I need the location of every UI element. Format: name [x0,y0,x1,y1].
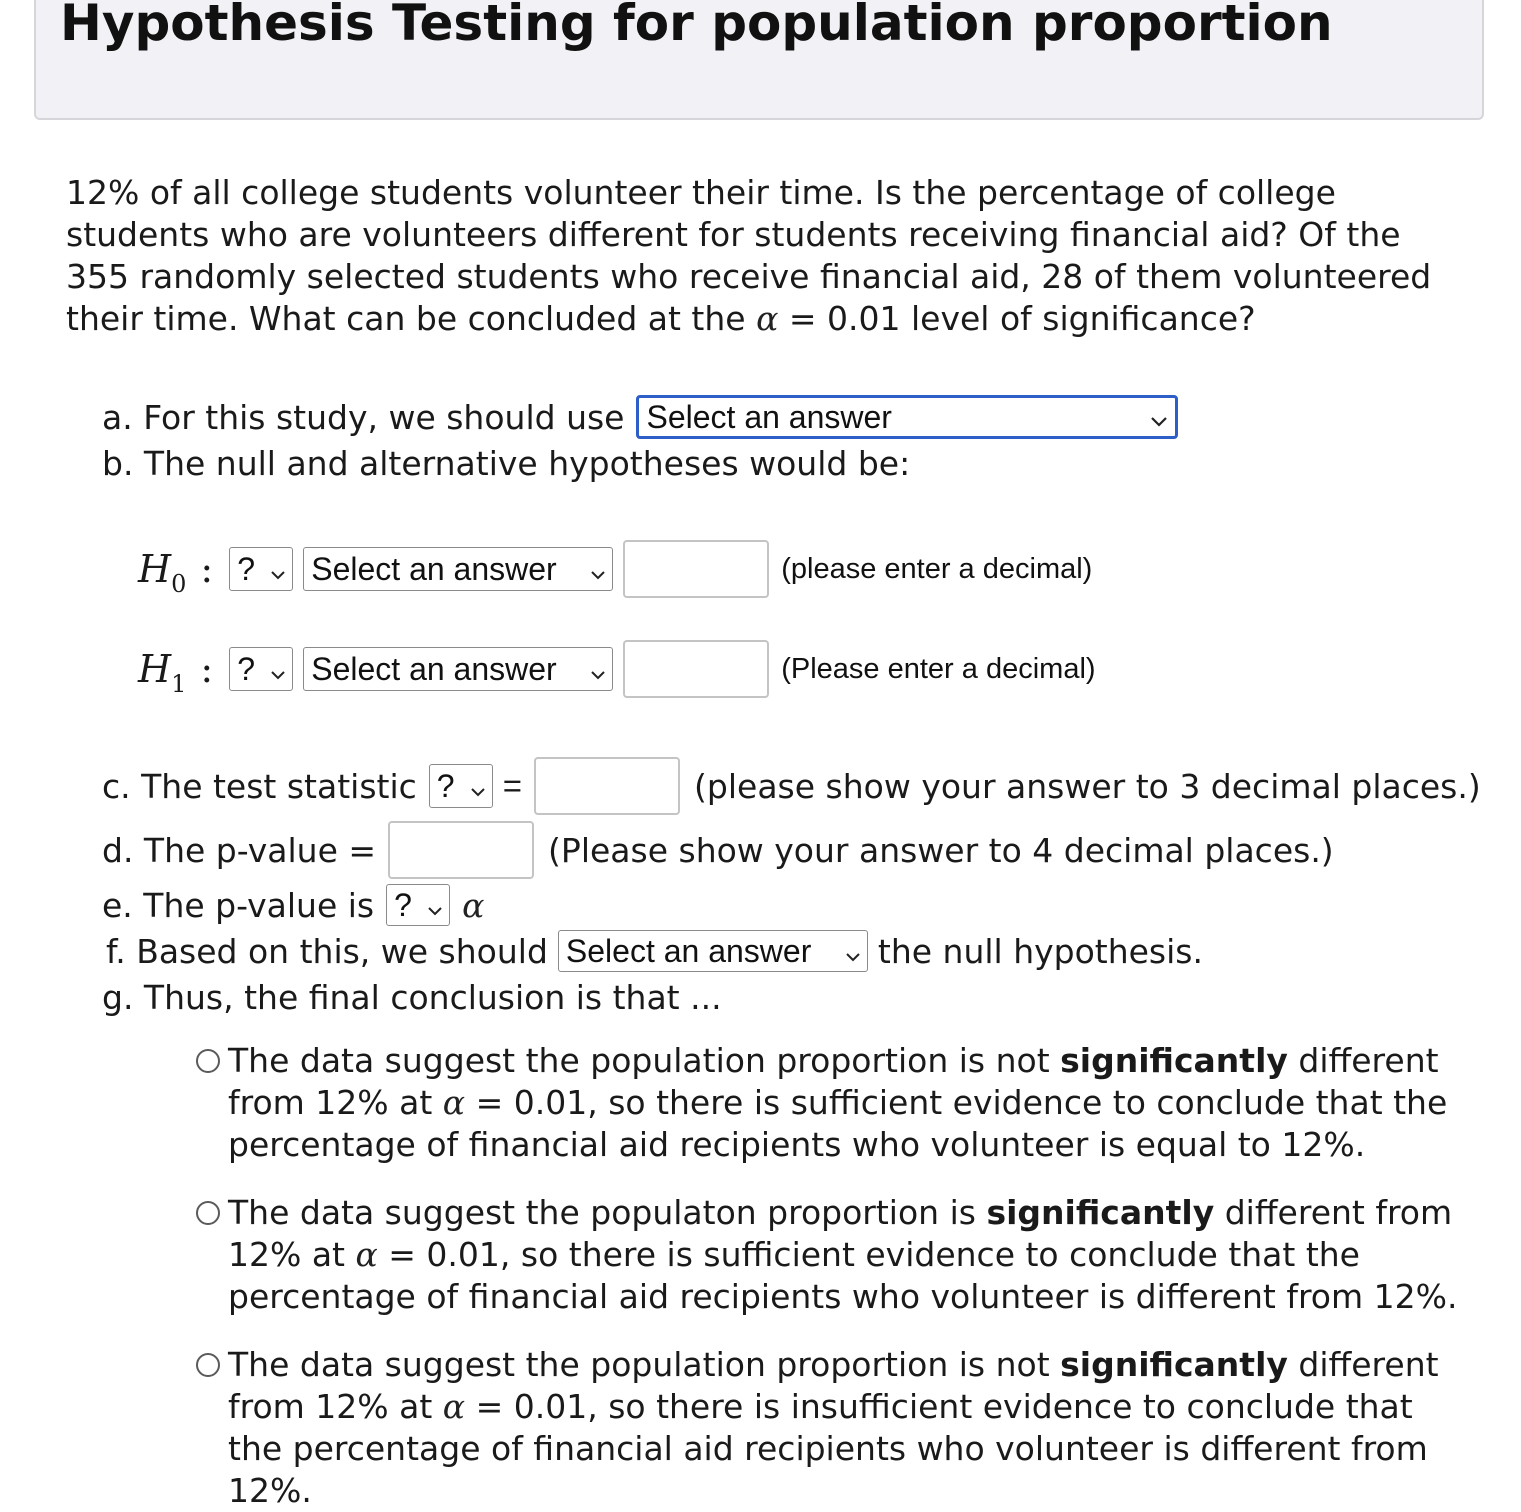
h1-operator-select[interactable] [229,647,293,691]
h1-hint: (Please enter a decimal) [781,652,1096,685]
part-d-hint: (Please show your answer to 4 decimal places.) [548,830,1334,870]
decision-select[interactable] [558,930,868,972]
alpha-symbol: α [756,299,779,338]
test-statistic-select-value: ? [436,767,455,804]
part-a-label: a. For this study, we should use [102,397,625,437]
question-part2: = 0.01 level of significance? [788,299,1256,338]
part-f-row [106,928,1203,974]
page-title: Hypothesis Testing for population proportion [60,0,1333,52]
h0-value-input[interactable] [623,540,769,598]
question-part1: 12% of all college students volunteer their time. Is the percentage of college students who are volunteers different for students receiving financial aid? Of the 355 randomly selected students who receive financial aid, 28 of them volunteered their time. What can be concluded at the [66,173,1432,338]
h0-operator-value: ? [237,550,256,587]
h1-row [138,640,1096,698]
h1-parameter-select[interactable] [303,647,613,691]
h0-label: $H_0$ [138,547,187,598]
conclusion-option-text: The data suggest the population proportion is not significantly different from 12% at α = 0.01, so there is insufficient evidence to conclude that the percentage of financial aid recipients who volunteer is different from 12%. [228,1345,1439,1510]
decision-select-value: Select an answer [565,932,812,969]
part-b-row [102,440,910,486]
h0-row [138,540,1092,598]
part-e-label: e. The p-value is [102,885,375,925]
h0-colon: : [200,547,214,591]
conclusion-option[interactable] [196,1040,1466,1166]
chevron-down-icon [270,551,286,588]
alpha-symbol: α [462,885,485,925]
p-value-input[interactable] [388,821,534,879]
study-type-select-value: Select an answer [646,398,892,435]
p-value-comparison-select[interactable] [386,884,450,926]
h1-operator-value: ? [237,650,256,687]
h0-operator-select[interactable] [229,547,293,591]
h1-parameter-value: Select an answer [311,650,557,687]
part-b-label: b. The null and alternative hypotheses would be: [102,443,911,483]
chevron-down-icon [470,768,486,805]
conclusion-option-text: The data suggest the populaton proportion is significantly different from 12% at α = 0.01, so there is sufficient evidence to conclude that the percentage of financial aid recipients who volunteer is different from 12%. [228,1193,1458,1316]
chevron-down-icon [1149,399,1169,436]
p-value-comparison-value: ? [394,886,412,923]
part-c-equals: = [502,767,523,804]
h1-label: $H_1$ [138,647,187,698]
part-e-row [102,882,484,928]
conclusion-option[interactable] [196,1344,1466,1512]
part-c-label: c. The test statistic [102,766,417,806]
h0-parameter-value: Select an answer [311,550,557,587]
part-d-label: d. The p-value = [102,830,377,870]
part-a-row [102,394,1178,440]
study-type-select[interactable] [636,395,1178,439]
chevron-down-icon [270,651,286,688]
part-d-row [102,820,1334,880]
h1-colon: : [200,647,214,691]
part-g-label: g. Thus, the final conclusion is that ... [102,977,722,1017]
radio-unchecked-icon[interactable] [196,1049,220,1073]
h0-hint: (please enter a decimal) [781,552,1093,585]
part-g-row [102,974,722,1020]
radio-unchecked-icon[interactable] [196,1201,220,1225]
radio-unchecked-icon[interactable] [196,1353,220,1377]
chevron-down-icon [427,887,443,924]
h0-parameter-select[interactable] [303,547,613,591]
test-statistic-select[interactable] [429,764,493,808]
chevron-down-icon [845,933,861,970]
question-text [66,172,1466,340]
part-f-label: f. Based on this, we should [106,931,548,971]
conclusion-option[interactable] [196,1192,1466,1318]
test-statistic-input[interactable] [534,757,680,815]
part-f-suffix: the null hypothesis. [877,931,1203,971]
conclusion-option-text: The data suggest the population proportion is not significantly different from 12% at α = 0.01, so there is sufficient evidence to conclude that the percentage of financial aid recipients who volunteer is equal to 12%. [228,1041,1448,1164]
h1-value-input[interactable] [623,640,769,698]
part-c-hint: (please show your answer to 3 decimal places.) [694,766,1481,806]
chevron-down-icon [590,551,606,588]
part-c-row [102,756,1481,816]
chevron-down-icon [590,651,606,688]
